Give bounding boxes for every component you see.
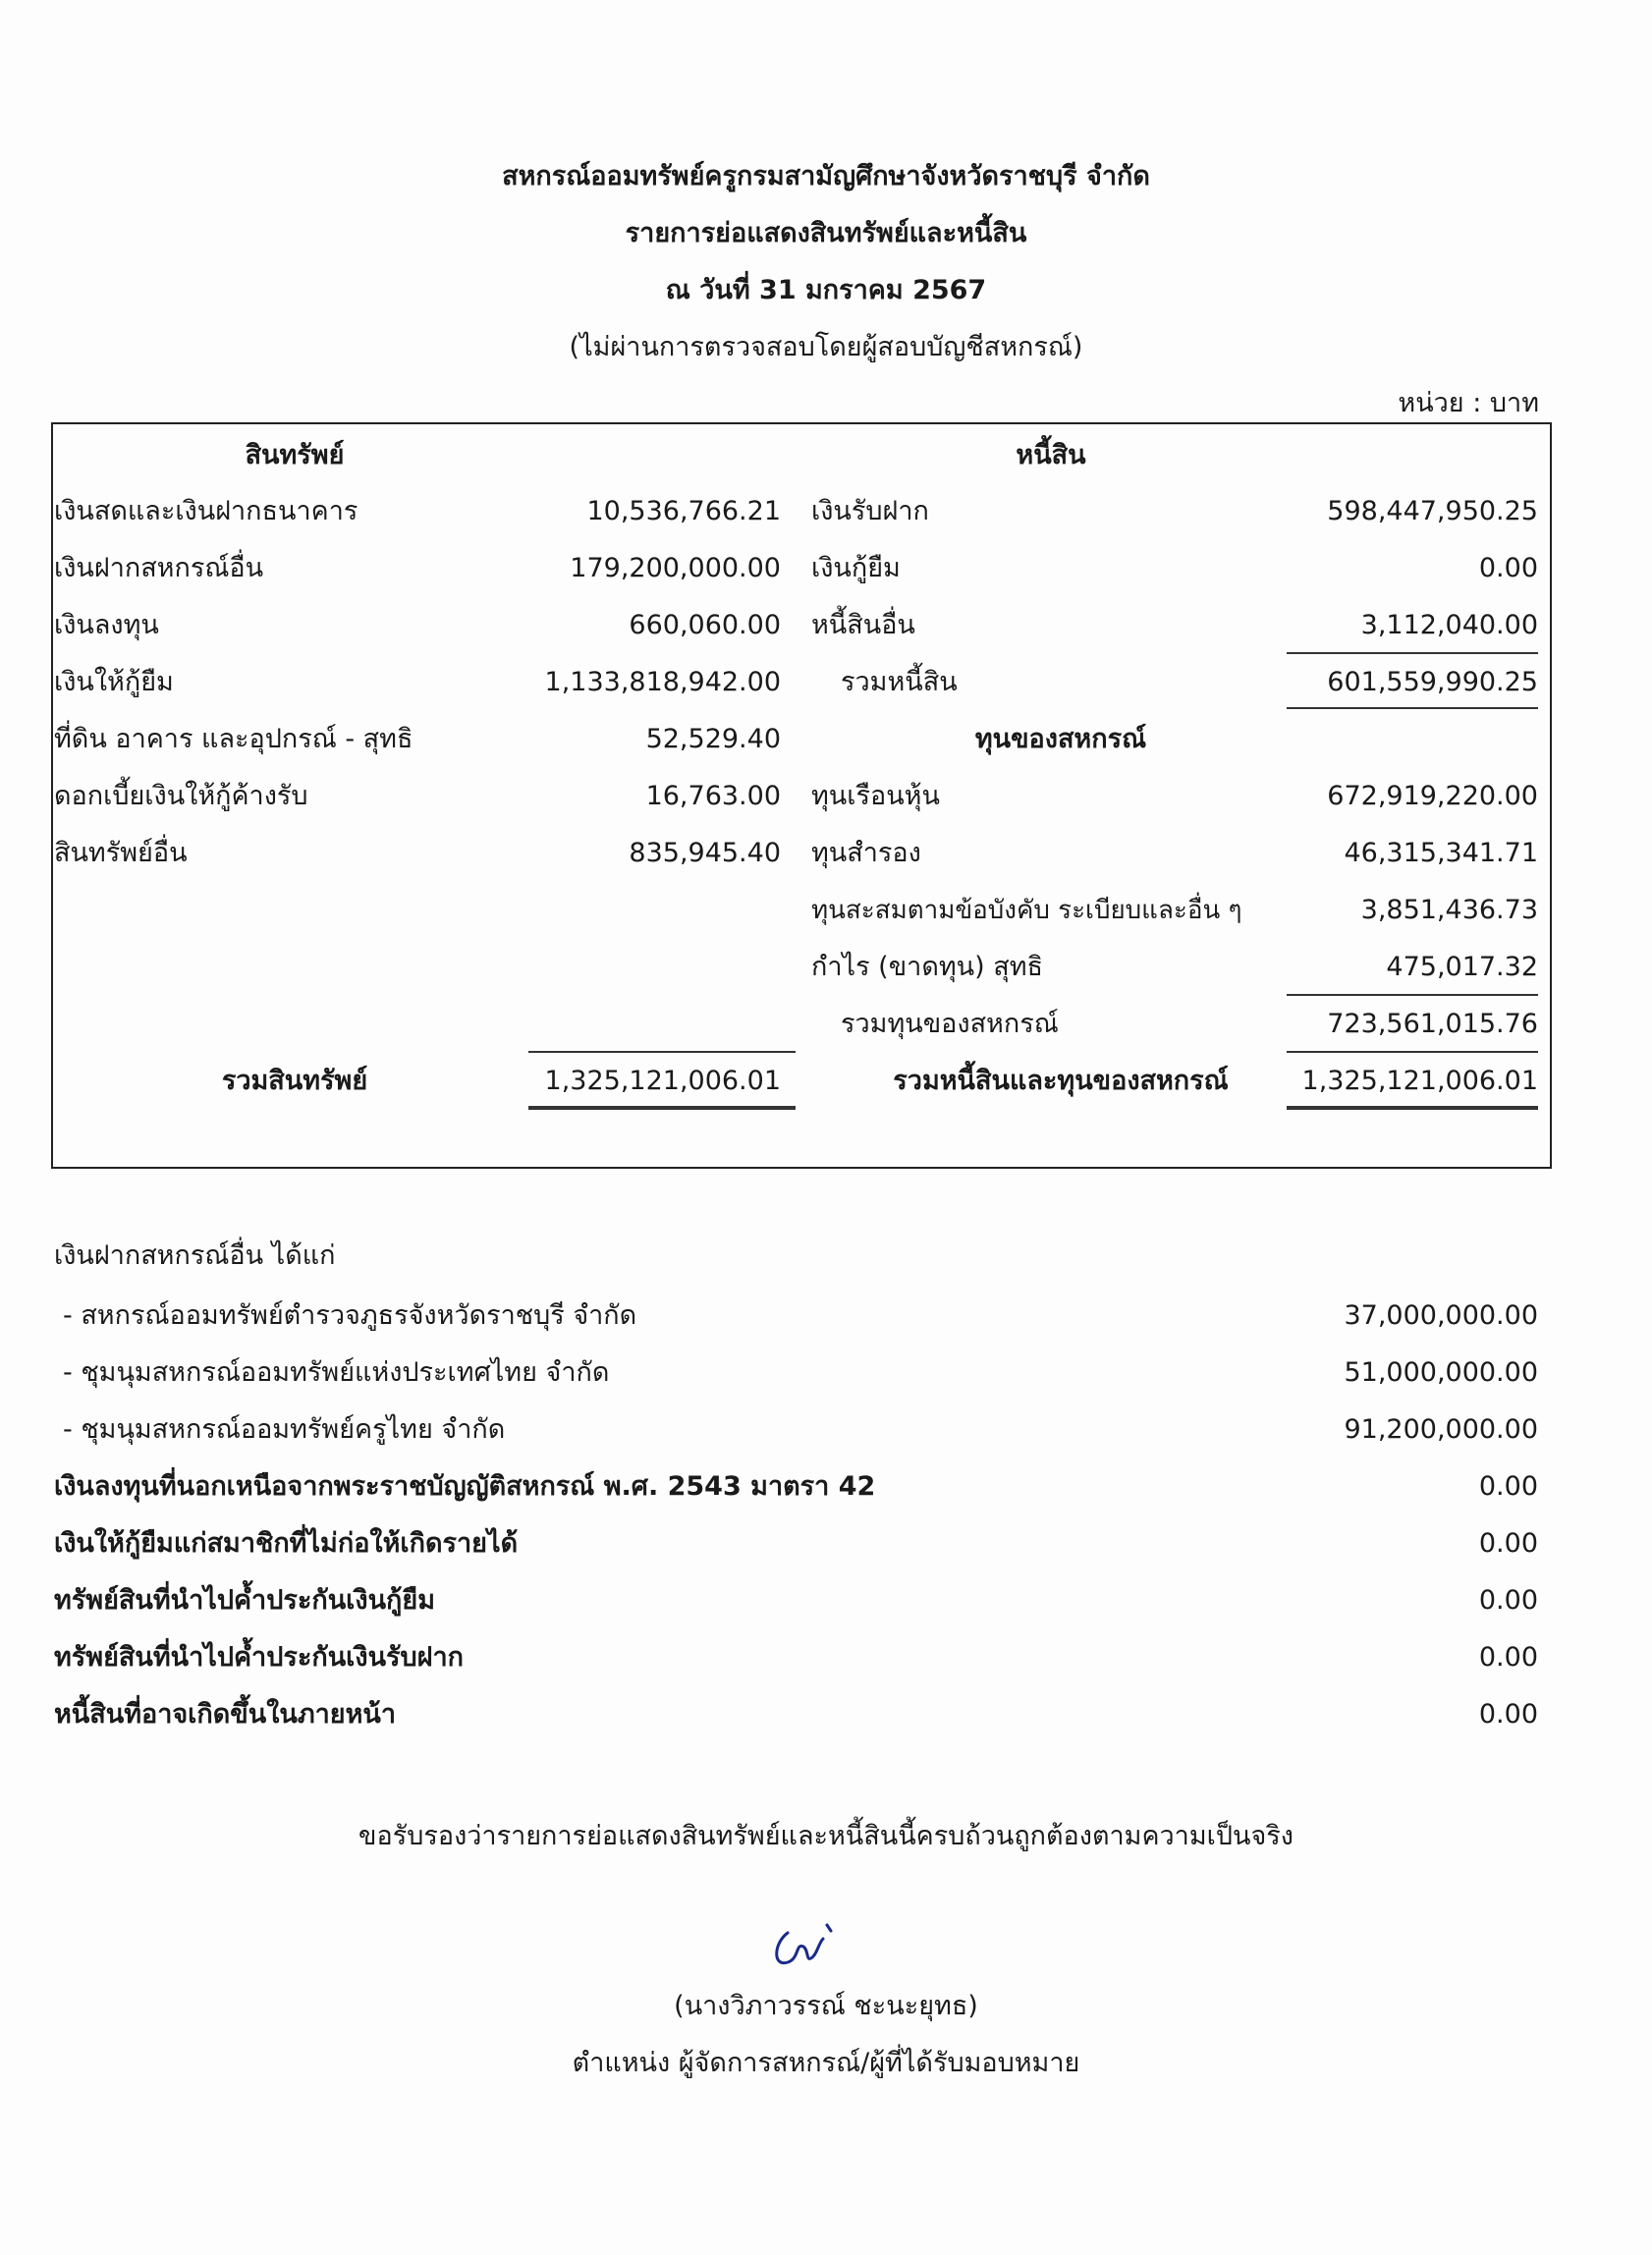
note-label: เงินลงทุนที่นอกเหนือจากพระราชบัญญัติสหกรณ์ พ.ศ. 2543 มาตรา 42 — [54, 1471, 876, 1502]
asset-value: 16,763.00 — [645, 781, 781, 811]
double-underline — [1287, 1106, 1538, 1110]
signer-name: (นางวิภาวรรณ์ ชะนะยุทธ) — [674, 1991, 978, 2021]
asset-value: 52,529.40 — [645, 724, 781, 754]
equity-total-value: 723,561,015.76 — [1327, 1009, 1538, 1039]
liabilities-heading: หนี้สิน — [1016, 440, 1086, 470]
asset-label: เงินให้กู้ยืม — [54, 667, 174, 697]
subtotal-rule — [1287, 652, 1538, 654]
asset-value: 660,060.00 — [629, 610, 781, 640]
equity-label: ทุนสะสมตามข้อบังคับ ระเบียบและอื่น ๆ — [811, 896, 1242, 925]
equity-label: กำไร (ขาดทุน) สุทธิ — [811, 952, 1043, 982]
asset-value: 835,945.40 — [629, 838, 781, 868]
equity-value: 475,017.32 — [1386, 952, 1538, 982]
assets-total-value: 1,325,121,006.01 — [544, 1066, 781, 1096]
note-value: 0.00 — [1478, 1585, 1538, 1616]
equity-total-label: รวมทุนของสหกรณ์ — [841, 1009, 1059, 1039]
asset-value: 1,133,818,942.00 — [544, 667, 781, 697]
audit-note: (ไม่ผ่านการตรวจสอบโดยผู้สอบบัญชีสหกรณ์) — [569, 332, 1083, 362]
asset-label: เงินสดและเงินฝากธนาคาร — [54, 496, 358, 526]
equity-label: ทุนสำรอง — [811, 838, 921, 868]
asset-label: ที่ดิน อาคาร และอุปกรณ์ - สุทธิ — [54, 724, 413, 754]
org-name: สหกรณ์ออมทรัพย์ครูกรมสามัญศึกษาจังหวัดราชบุรี จำกัด — [502, 161, 1150, 192]
doc-title: รายการย่อแสดงสินทรัพย์และหนี้สิน — [625, 218, 1027, 248]
subtotal-rule — [1287, 994, 1538, 996]
signer-position: ตำแหน่ง ผู้จัดการสหกรณ์/ผู้ที่ได้รับมอบหมาย — [572, 2048, 1080, 2078]
asset-value: 179,200,000.00 — [570, 553, 781, 583]
grand-total-value: 1,325,121,006.01 — [1301, 1066, 1538, 1096]
asset-label: เงินลงทุน — [54, 610, 159, 640]
equity-value: 3,851,436.73 — [1360, 895, 1538, 925]
double-underline — [528, 1106, 796, 1110]
unit-label: หน่วย : บาท — [1398, 388, 1539, 418]
note-value: 0.00 — [1478, 1471, 1538, 1502]
equity-label: ทุนเรือนหุ้น — [811, 781, 940, 811]
note-label: ทรัพย์สินที่นำไปค้ำประกันเงินรับฝาก — [54, 1642, 464, 1673]
note-value: 0.00 — [1478, 1642, 1538, 1673]
equity-heading: ทุนของสหกรณ์ — [974, 724, 1147, 754]
assets-heading: สินทรัพย์ — [245, 440, 345, 470]
signature-mark — [766, 1913, 884, 1982]
doc-date: ณ วันที่ 31 มกราคม 2567 — [665, 275, 987, 305]
total-rule — [528, 1051, 796, 1053]
grand-total-label: รวมหนี้สินและทุนของสหกรณ์ — [893, 1066, 1229, 1096]
asset-value: 10,536,766.21 — [586, 496, 781, 526]
asset-label: สินทรัพย์อื่น — [54, 838, 188, 868]
total-rule — [1287, 1051, 1538, 1053]
deposit-heading: เงินฝากสหกรณ์อื่น ได้แก่ — [54, 1240, 336, 1271]
deposit-item-label: - สหกรณ์ออมทรัพย์ตำรวจภูธรจังหวัดราชบุรี จำกัด — [63, 1300, 637, 1331]
note-value: 0.00 — [1478, 1528, 1538, 1559]
liability-label: เงินกู้ยืม — [811, 553, 901, 583]
deposit-item-value: 37,000,000.00 — [1344, 1300, 1538, 1331]
asset-label: เงินฝากสหกรณ์อื่น — [54, 553, 264, 583]
liabilities-total-value: 601,559,990.25 — [1327, 667, 1538, 697]
liability-value: 3,112,040.00 — [1360, 610, 1538, 640]
deposit-item-value: 51,000,000.00 — [1344, 1357, 1538, 1388]
assets-total-label: รวมสินทรัพย์ — [221, 1066, 368, 1096]
subtotal-rule — [1287, 707, 1538, 709]
note-label: ทรัพย์สินที่นำไปค้ำประกันเงินกู้ยืม — [54, 1585, 435, 1616]
liability-value: 0.00 — [1478, 553, 1538, 583]
certification-statement: ขอรับรองว่ารายการย่อแสดงสินทรัพย์และหนี้สินนี้ครบถ้วนถูกต้องตามความเป็นจริง — [358, 1821, 1294, 1851]
deposit-item-label: - ชุมนุมสหกรณ์ออมทรัพย์ครูไทย จำกัด — [63, 1414, 506, 1445]
liabilities-total-label: รวมหนี้สิน — [841, 667, 958, 697]
deposit-item-value: 91,200,000.00 — [1344, 1414, 1538, 1445]
note-value: 0.00 — [1478, 1699, 1538, 1730]
note-label: หนี้สินที่อาจเกิดขึ้นในภายหน้า — [54, 1699, 397, 1730]
equity-value: 672,919,220.00 — [1327, 781, 1538, 811]
liability-label: เงินรับฝาก — [811, 496, 929, 526]
equity-value: 46,315,341.71 — [1344, 838, 1538, 868]
liability-value: 598,447,950.25 — [1327, 496, 1538, 526]
asset-label: ดอกเบี้ยเงินให้กู้ค้างรับ — [54, 781, 308, 811]
liability-label: หนี้สินอื่น — [811, 610, 915, 640]
note-label: เงินให้กู้ยืมแก่สมาชิกที่ไม่ก่อให้เกิดรายได้ — [54, 1528, 519, 1559]
deposit-item-label: - ชุมนุมสหกรณ์ออมทรัพย์แห่งประเทศไทย จำกัด — [63, 1357, 610, 1388]
